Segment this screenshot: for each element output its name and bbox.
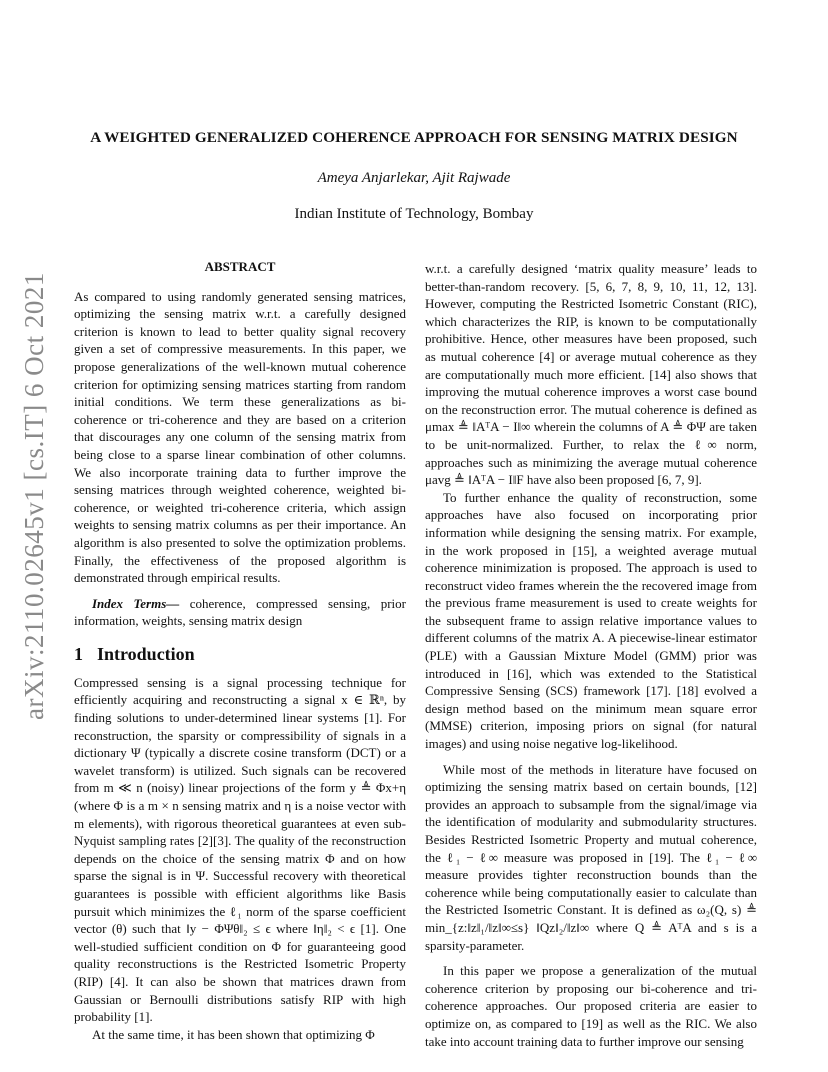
section-number: 1 bbox=[74, 643, 83, 664]
section-title: Introduction bbox=[97, 643, 195, 664]
intro-paragraph-1: Compressed sensing is a signal processing technique for efficiently acquiring and reconstructing a signal x ∈ ℝⁿ, by finding solutions to under-determined linear systems [1]. For reconstruction, the sparsity or compressibility of signals in a dictionary Ψ (typically a discrete cosine transform (DCT) or a wavelet transform) is utilized. Such signals can be recovered from m ≪ n (noisy) linear projections of the form y ≜ Φx+η (where Φ is a m × n sensing matrix and η is a noise vector with m elements), with rigorous theoretical guarantees at even sub-Nyquist sampling rates [2][3]. The quality of the reconstruction depends on the choice of the sensing matrix Φ and on how sparse the signal is in Ψ. Successful recovery with theoretical guarantees is possible with efficient algorithms like Basis pursuit which minimizes the ℓ₁ norm of the sparse coefficient vector (θ) such that ‖y − ΦΨθ‖₂ ≤ ϵ where ‖η‖₂ < ϵ [1]. One well-studied sufficient condition on Φ for guaranteeing good quality reconstructions is the Restricted Isometric Property (RIP) [4]. It can also be shown that matrices drawn from Gaussian or Bernoulli distributions satisfy RIP with high probability [1]. bbox=[74, 674, 406, 1025]
paper-authors: Ameya Anjarlekar, Ajit Rajwade bbox=[317, 170, 511, 186]
arxiv-id: arXiv:2110.02645v1 [cs.IT] 6 Oct 2021 bbox=[19, 272, 49, 720]
intro-paragraph-4: While most of the methods in literature have focused on optimizing the sensing matrix based on certain bounds, [12] provides an approach to subsample from the signal/image via the identification of modularity and submodularity structures. Besides Restricted Isometric Property and mutual coherence, the ℓ₁ − ℓ∞ measure was proposed in [19]. The ℓ₁ − ℓ∞ measure provides tighter reconstruction bounds than the coherence while being computationally easier to calculate than the Restricted Isometric Constant. It is defined as ω₂(Q, s) ≜ min_{z:‖z‖₁/‖z‖∞≤s} ‖Qz‖₂/‖z‖∞ where Q ≜ AᵀA and s is a sparsity-parameter. bbox=[425, 761, 757, 953]
intro-paragraph-2-start: At the same time, it has been shown that optimizing Φ bbox=[92, 1026, 375, 1042]
paper-affiliation: Indian Institute of Technology, Bombay bbox=[294, 206, 534, 222]
intro-paragraph-5: In this paper we propose a generalization of the mutual coherence criterion by proposing our bi-coherence and tri-coherence approaches. Our proposed criteria are easier to optimize on, as compared to [19] as well as the RIC. We also take into account training data to further improve our sensing bbox=[425, 963, 757, 1049]
abstract-heading: ABSTRACT bbox=[204, 259, 276, 274]
left-column bbox=[74, 258, 406, 1043]
intro-paragraph-2-cont: w.r.t. a carefully designed ‘matrix quality measure’ leads to better-than-random recovery. [5, 6, 7, 8, 9, 10, 11, 12, 13]. However, computing the Restricted Isometric Constant (RIC), which characterizes the RIP, is known to be computationally prohibitive. Hence, other measures have been proposed, such as mutual coherence [4] or average mutual coherence as they are computationally much more efficient. [14] also shows that improving the mutual coherence improves a worst case bound on the reconstruction error. The mutual coherence is defined as μmax ≜ ‖AᵀA − I‖∞ wherein the columns of A ≜ ΦΨ are taken to be unit-normalized. Further, to relax the ℓ∞ norm, approaches such as minimizing the average mutual coherence μavg ≜ ‖AᵀA − I‖F have also been proposed [6, 7, 9]. bbox=[425, 261, 757, 488]
arxiv-sidebar-stamp bbox=[14, 272, 54, 720]
abstract-text: As compared to using randomly generated sensing matrices, optimizing the sensing matrix w.r.t. a carefully designed criterion is known to lead to better quality signal recovery given a set of compressive measurements. In this paper, we propose generalizations of the well-known mutual coherence criterion for optimizing sensing matrices starting from random initial conditions. We term these generalizations as bi-coherence or tri-coherence and they are based on a criterion that discourages any one column of the sensing matrix from being close to a sparse linear combination of other columns. We also incorporate training data to further improve the sensing matrices through weighted coherence, weighted bi-coherence, or weighted tri-coherence criteria, which assign weights to sensing matrix columns as per their importance. An algorithm is also presented to solve the optimization problems. Finally, the effectiveness of the proposed algorithm is demonstrated through empirical results. bbox=[74, 288, 406, 586]
intro-paragraph-3: To further enhance the quality of reconstruction, some approaches have also focused on incorporating prior information while designing the sensing matrix. For example, in the work proposed in [15], a weighted average mutual coherence minimization is proposed. The approach is used to reconstruct video frames wherein the the recovered image from the previous frame measurement is used to create weights for the subsequent frame to assign relative importance values to different columns of the matrix A. A piecewise-linear estimator (PLE) with a Gaussian Mixture Model (GMM) prior was introduced in [16], which was extended to the Statistical Compressive Sensing (SCS) framework [17]. [18] evolved a design method based on the minimum mean square error (MMSE) criterion, imposing priors on signal (for natural images) and using noise negative log-likelihood. bbox=[425, 489, 757, 752]
index-terms-text: coherence, compressed sensing, prior information, weights, sensing matrix design bbox=[74, 595, 406, 629]
section-heading bbox=[74, 643, 406, 665]
paper-title: A WEIGHTED GENERALIZED COHERENCE APPROACH FOR SENSING MATRIX DESIGN bbox=[90, 129, 738, 146]
index-terms-label: Index Terms— bbox=[92, 595, 180, 611]
index-terms bbox=[74, 595, 406, 630]
right-column bbox=[425, 260, 757, 1050]
